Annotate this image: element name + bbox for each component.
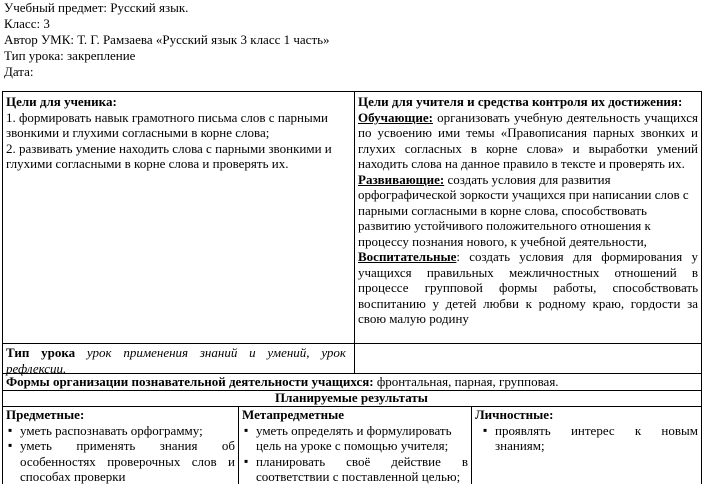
developmental-label: Развивающие: (358, 171, 445, 187)
list-item: ▪ планировать своё действие в соответствии с поставленной целью; (242, 454, 468, 485)
table-border-right (701, 91, 702, 484)
teacher-goal-upbringing (358, 249, 698, 327)
column-divider (471, 406, 472, 484)
student-goals-title: Цели для ученика: (6, 94, 117, 109)
author-line: Автор УМК: Т. Г. Рамзаева «Русский язык 3 класс 1 часть» (4, 32, 330, 47)
forms-cell (6, 374, 698, 390)
subject-results-cell (6, 407, 235, 485)
teacher-goal-educational (358, 110, 698, 172)
educational-label: Обучающие: (358, 109, 433, 125)
teacher-goal-developmental (358, 172, 698, 250)
forms-value: фронтальная, парная, групповая. (373, 374, 559, 389)
personal-results-title: Личностные: (475, 407, 554, 422)
lesson-type-line: Тип урока: закрепление (4, 48, 136, 63)
subject-results-list (6, 423, 235, 485)
upbringing-label: Воспитательные (358, 249, 457, 264)
row-divider (2, 343, 701, 344)
student-goal-item: 1. формировать навык грамотного письма слов с парными звонкими и глухими согласными в корне слова; (6, 109, 328, 140)
column-divider (354, 91, 355, 373)
subject-line: Учебный предмет: Русский язык. (4, 0, 189, 15)
lesson-type-label: Тип урока (6, 345, 76, 360)
list-item: ▪ уметь распознавать орфограмму; (6, 423, 235, 439)
student-goal-item: 2. развивать умение находить слова с парными звонкими и глухими согласными в корне слова и проверять их. (6, 140, 332, 171)
grade-line: Класс: 3 (4, 16, 50, 31)
lesson-type-value: урок применения знаний и умений, урок рефлексии. (6, 345, 346, 376)
subject-results-title: Предметные: (6, 407, 85, 422)
list-item: ▪ проявлять интерес к новым знаниям; (481, 423, 698, 454)
list-item: ▪ уметь применять знания об особенностях проверочных слов и способах проверки (6, 438, 235, 485)
student-goals-cell (6, 94, 351, 172)
meta-results-title: Метапредметные (242, 407, 345, 422)
list-item: ▪ уметь определять и формулировать цель на уроке с помощью учителя; (242, 423, 468, 454)
educational-text: организовать учебную деятельность учащихся по усвоению ими темы «Правописания парных звонких и глухих согласных в корне слова» и выработки умений находить слова на данное правило в тексте и проверять их. (358, 109, 698, 171)
forms-label: Формы организации познавательной деятельности учащихся: (6, 374, 374, 389)
lesson-type-cell (6, 345, 346, 376)
results-title: Планируемые результаты (275, 390, 428, 405)
developmental-text: создать условия для развития орфографической зоркости учащихся при написании слов с парными согласными в корне слова, способствовать развитию устойчивого положительного отношения к процессу познания нового, к учебной деятельности, (358, 171, 689, 249)
column-divider (238, 406, 239, 484)
date-line: Дата: (4, 64, 34, 79)
table-border-left (2, 91, 3, 484)
meta-results-cell (242, 407, 468, 485)
teacher-goals-title: Цели для учителя и средства контроля их достижения: (358, 94, 683, 109)
personal-results-cell (475, 407, 698, 454)
table-border-top (2, 91, 701, 92)
teacher-goals-cell (358, 94, 698, 327)
personal-results-list (475, 423, 698, 454)
upbringing-text: : создать условия для формирования у учащихся правильных межличностных отношений в процессе групповой формы работы, способствовать воспитанию у детей любви к родному краю, гордости за свою малую родину (358, 249, 698, 326)
meta-results-list (242, 423, 468, 485)
